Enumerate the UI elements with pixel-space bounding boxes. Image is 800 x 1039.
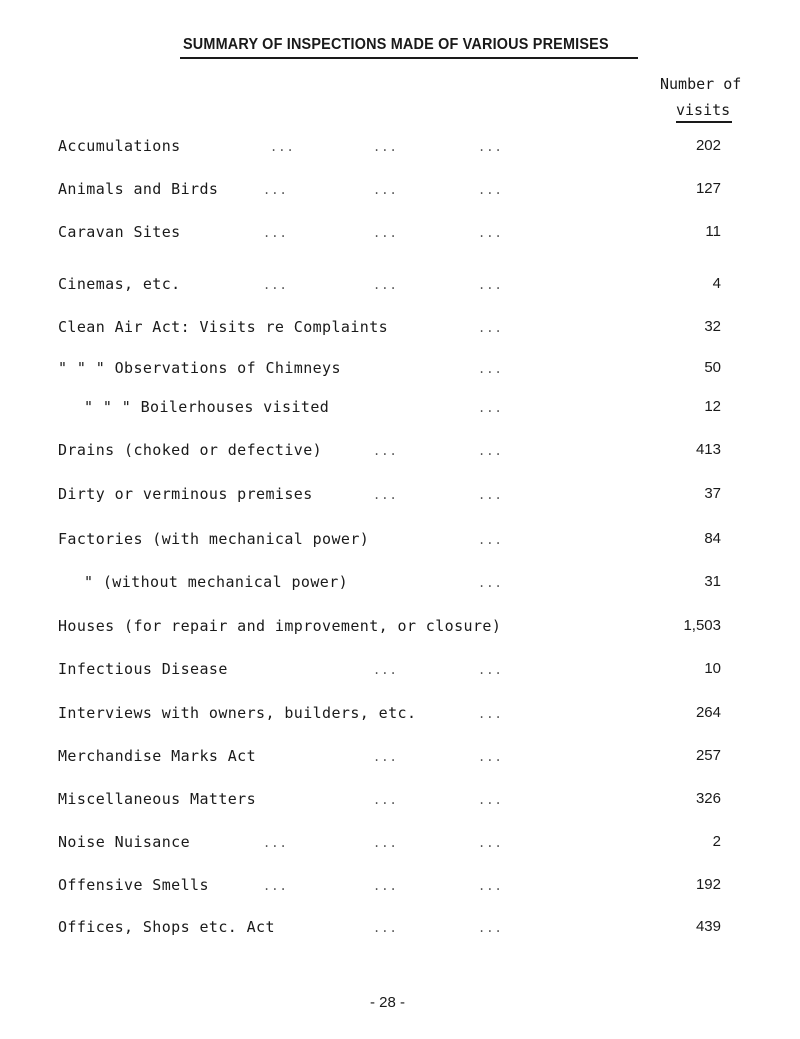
leader-dots: ... <box>373 921 398 935</box>
column-header-visits: visits <box>676 101 731 119</box>
leader-dots: ... <box>478 793 503 807</box>
leader-dots: ... <box>373 836 398 850</box>
row-value-noise-nuisance: 2 <box>712 833 721 850</box>
row-value-miscellaneous: 326 <box>695 790 721 807</box>
row-value-offices-shops-act: 439 <box>695 918 721 935</box>
row-label-miscellaneous: Miscellaneous Matters <box>58 790 257 808</box>
row-label-clean-air-complaints: Clean Air Act: Visits re Complaints <box>58 318 389 336</box>
leader-dots: ... <box>263 183 288 197</box>
leader-dots: ... <box>263 879 288 893</box>
leader-dots: ... <box>373 226 398 240</box>
leader-dots: ... <box>478 321 503 335</box>
leader-dots: ... <box>478 663 503 677</box>
row-label-infectious-disease: Infectious Disease <box>58 660 228 678</box>
row-value-boilerhouses: 12 <box>704 398 721 415</box>
leader-dots: ... <box>373 183 398 197</box>
leader-dots: ... <box>270 140 295 154</box>
row-value-merchandise-marks: 257 <box>695 747 721 764</box>
leader-dots: ... <box>373 750 398 764</box>
leader-dots: ... <box>373 488 398 502</box>
leader-dots: ... <box>478 836 503 850</box>
row-label-dirty-premises: Dirty or verminous premises <box>58 485 313 503</box>
document-title: SUMMARY OF INSPECTIONS MADE OF VARIOUS PREMISES <box>183 36 609 53</box>
row-label-offensive-smells: Offensive Smells <box>58 876 209 894</box>
leader-dots: ... <box>478 921 503 935</box>
row-label-factories-mechanical: Factories (with mechanical power) <box>58 530 370 548</box>
row-value-cinemas: 4 <box>712 275 721 292</box>
leader-dots: ... <box>373 278 398 292</box>
leader-dots: ... <box>478 278 503 292</box>
row-label-chimney-observations: " " " Observations of Chimneys <box>58 359 341 377</box>
leader-dots: ... <box>478 140 503 154</box>
leader-dots: ... <box>478 362 503 376</box>
row-value-offensive-smells: 192 <box>695 876 721 893</box>
leader-dots: ... <box>373 879 398 893</box>
row-value-factories-mechanical: 84 <box>704 530 721 547</box>
row-value-factories-non-mechanical: 31 <box>704 573 721 590</box>
row-value-houses: 1,503 <box>683 617 721 634</box>
leader-dots: ... <box>478 707 503 721</box>
row-value-accumulations: 202 <box>695 137 721 154</box>
leader-dots: ... <box>263 836 288 850</box>
row-value-animals-and-birds: 127 <box>695 180 721 197</box>
row-value-caravan-sites: 11 <box>705 223 721 240</box>
title-underline <box>180 57 638 59</box>
leader-dots: ... <box>478 879 503 893</box>
leader-dots: ... <box>478 488 503 502</box>
leader-dots: ... <box>478 750 503 764</box>
row-value-drains: 413 <box>695 441 721 458</box>
row-label-offices-shops-act: Offices, Shops etc. Act <box>58 918 275 936</box>
row-label-drains: Drains (choked or defective) <box>58 441 323 459</box>
row-value-infectious-disease: 10 <box>704 660 721 677</box>
leader-dots: ... <box>373 663 398 677</box>
leader-dots: ... <box>373 444 398 458</box>
leader-dots: ... <box>478 183 503 197</box>
leader-dots: ... <box>263 226 288 240</box>
row-label-interviews: Interviews with owners, builders, etc. <box>58 704 417 722</box>
row-label-boilerhouses: " " " Boilerhouses visited <box>84 398 330 416</box>
row-value-dirty-premises: 37 <box>704 485 721 502</box>
row-label-houses: Houses (for repair and improvement, or closure) <box>58 617 502 635</box>
row-label-factories-non-mechanical: " (without mechanical power) <box>84 573 349 591</box>
row-value-interviews: 264 <box>695 704 721 721</box>
row-label-caravan-sites: Caravan Sites <box>58 223 181 241</box>
row-label-cinemas: Cinemas, etc. <box>58 275 181 293</box>
row-label-noise-nuisance: Noise Nuisance <box>58 833 191 851</box>
leader-dots: ... <box>478 444 503 458</box>
row-value-clean-air-complaints: 32 <box>704 318 721 335</box>
leader-dots: ... <box>478 401 503 415</box>
row-label-animals-and-birds: Animals and Birds <box>58 180 219 198</box>
row-label-accumulations: Accumulations <box>58 137 181 155</box>
column-header-underline <box>676 121 732 123</box>
leader-dots: ... <box>478 576 503 590</box>
leader-dots: ... <box>478 533 503 547</box>
page-number: - 28 - <box>370 994 406 1011</box>
row-value-chimney-observations: 50 <box>704 359 721 376</box>
column-header-number-of: Number of <box>660 75 742 93</box>
leader-dots: ... <box>478 226 503 240</box>
leader-dots: ... <box>373 793 398 807</box>
leader-dots: ... <box>263 278 288 292</box>
leader-dots: ... <box>373 140 398 154</box>
row-label-merchandise-marks: Merchandise Marks Act <box>58 747 257 765</box>
